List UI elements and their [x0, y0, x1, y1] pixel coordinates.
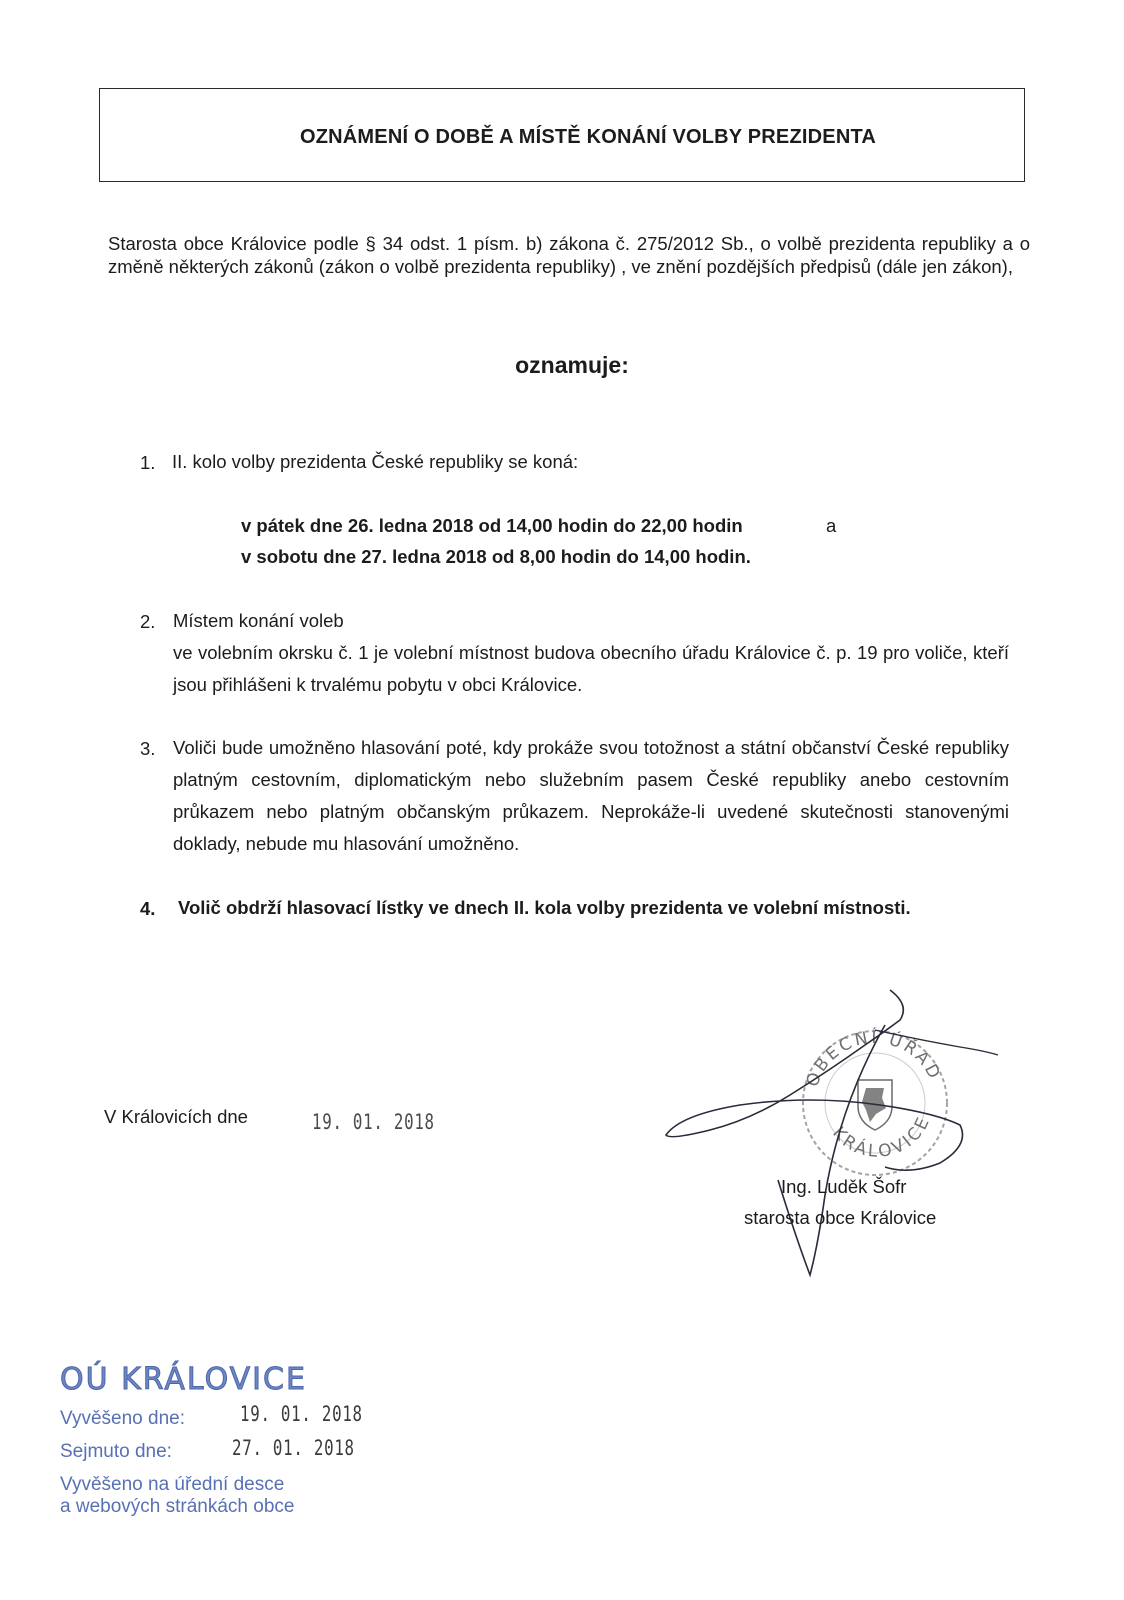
title-box	[99, 88, 1025, 182]
item-1-schedule-conj: a	[826, 515, 837, 536]
item-1-schedule-2: v sobotu dne 27. ledna 2018 od 8,00 hodin do 14,00 hodin.	[241, 546, 751, 567]
posting-stamp-posted-label: Vyvěšeno dne:	[60, 1408, 185, 1429]
round-stamp-top-text: OBECNÍ ÚŘAD	[802, 1027, 946, 1090]
posting-stamp-posted-date: 19. 01. 2018	[240, 1402, 363, 1426]
intro-paragraph: Starosta obce Královice podle § 34 odst. 1 písm. b) zákona č. 275/2012 Sb., o volbě prezidenta republiky a o změně některých zákonů (zákon o volbě prezidenta republiky) , ve znění pozdějších předpisů (dále jen zákon),	[108, 233, 1030, 277]
signatory-role: starosta obce Královice	[744, 1207, 937, 1228]
item-3-text: Voliči bude umožněno hlasování poté, kdy prokáže svou totožnost a státní občanství České republiky platným cestovním, diplomatickým nebo služebním pasem České republiky anebo cestovním průkazem nebo platným občanským průkazem. Neprokáže-li uvedené skutečnosti stanovenými doklady, nebude mu hlasování umožněno.	[173, 737, 1009, 854]
posting-stamp-office: OÚ KRÁLOVICE	[60, 1362, 307, 1397]
document-title: OZNÁMENÍ O DOBĚ A MÍSTĚ KONÁNÍ VOLBY PREZIDENTA	[299, 125, 877, 148]
item-2-line-1: Místem konání voleb	[173, 610, 344, 631]
item-1-schedule-1: v pátek dne 26. ledna 2018 od 14,00 hodin do 22,00 hodin	[241, 515, 743, 536]
item-4-text: Volič obdrží hlasovací lístky ve dnech II. kola volby prezidenta ve volební místnosti.	[178, 897, 911, 918]
posting-stamp-note-1: Vyvěšeno na úřední desce	[60, 1474, 285, 1495]
item-2-number: 2.	[140, 611, 156, 632]
item-3-number: 3.	[140, 738, 156, 759]
posting-stamp-removed-date: 27. 01. 2018	[232, 1436, 355, 1460]
item-1-text: II. kolo volby prezidenta České republiky se koná:	[172, 451, 579, 472]
item-4-number: 4.	[140, 898, 156, 919]
place-date-label: V Královicích dne	[104, 1106, 248, 1127]
signatory-name: Ing. Luděk Šofr	[781, 1176, 907, 1197]
round-stamp-bottom-text: KRÁLOVICE	[828, 1112, 935, 1163]
posting-stamp-removed-label: Sejmuto dne:	[60, 1441, 172, 1462]
signature	[660, 985, 1005, 1295]
place-date-value: 19. 01. 2018	[312, 1110, 435, 1134]
posting-stamp-note-2: a webových stránkách obce	[60, 1496, 295, 1517]
announce-heading: oznamuje:	[515, 352, 629, 378]
item-2-line-2: ve volebním okrsku č. 1 je volební místnost budova obecního úřadu Královice č. p. 19 pro voliče, kteří jsou přihlášeni k trvalému pobytu v obci Královice.	[173, 642, 1009, 695]
item-1-number: 1.	[140, 452, 156, 473]
